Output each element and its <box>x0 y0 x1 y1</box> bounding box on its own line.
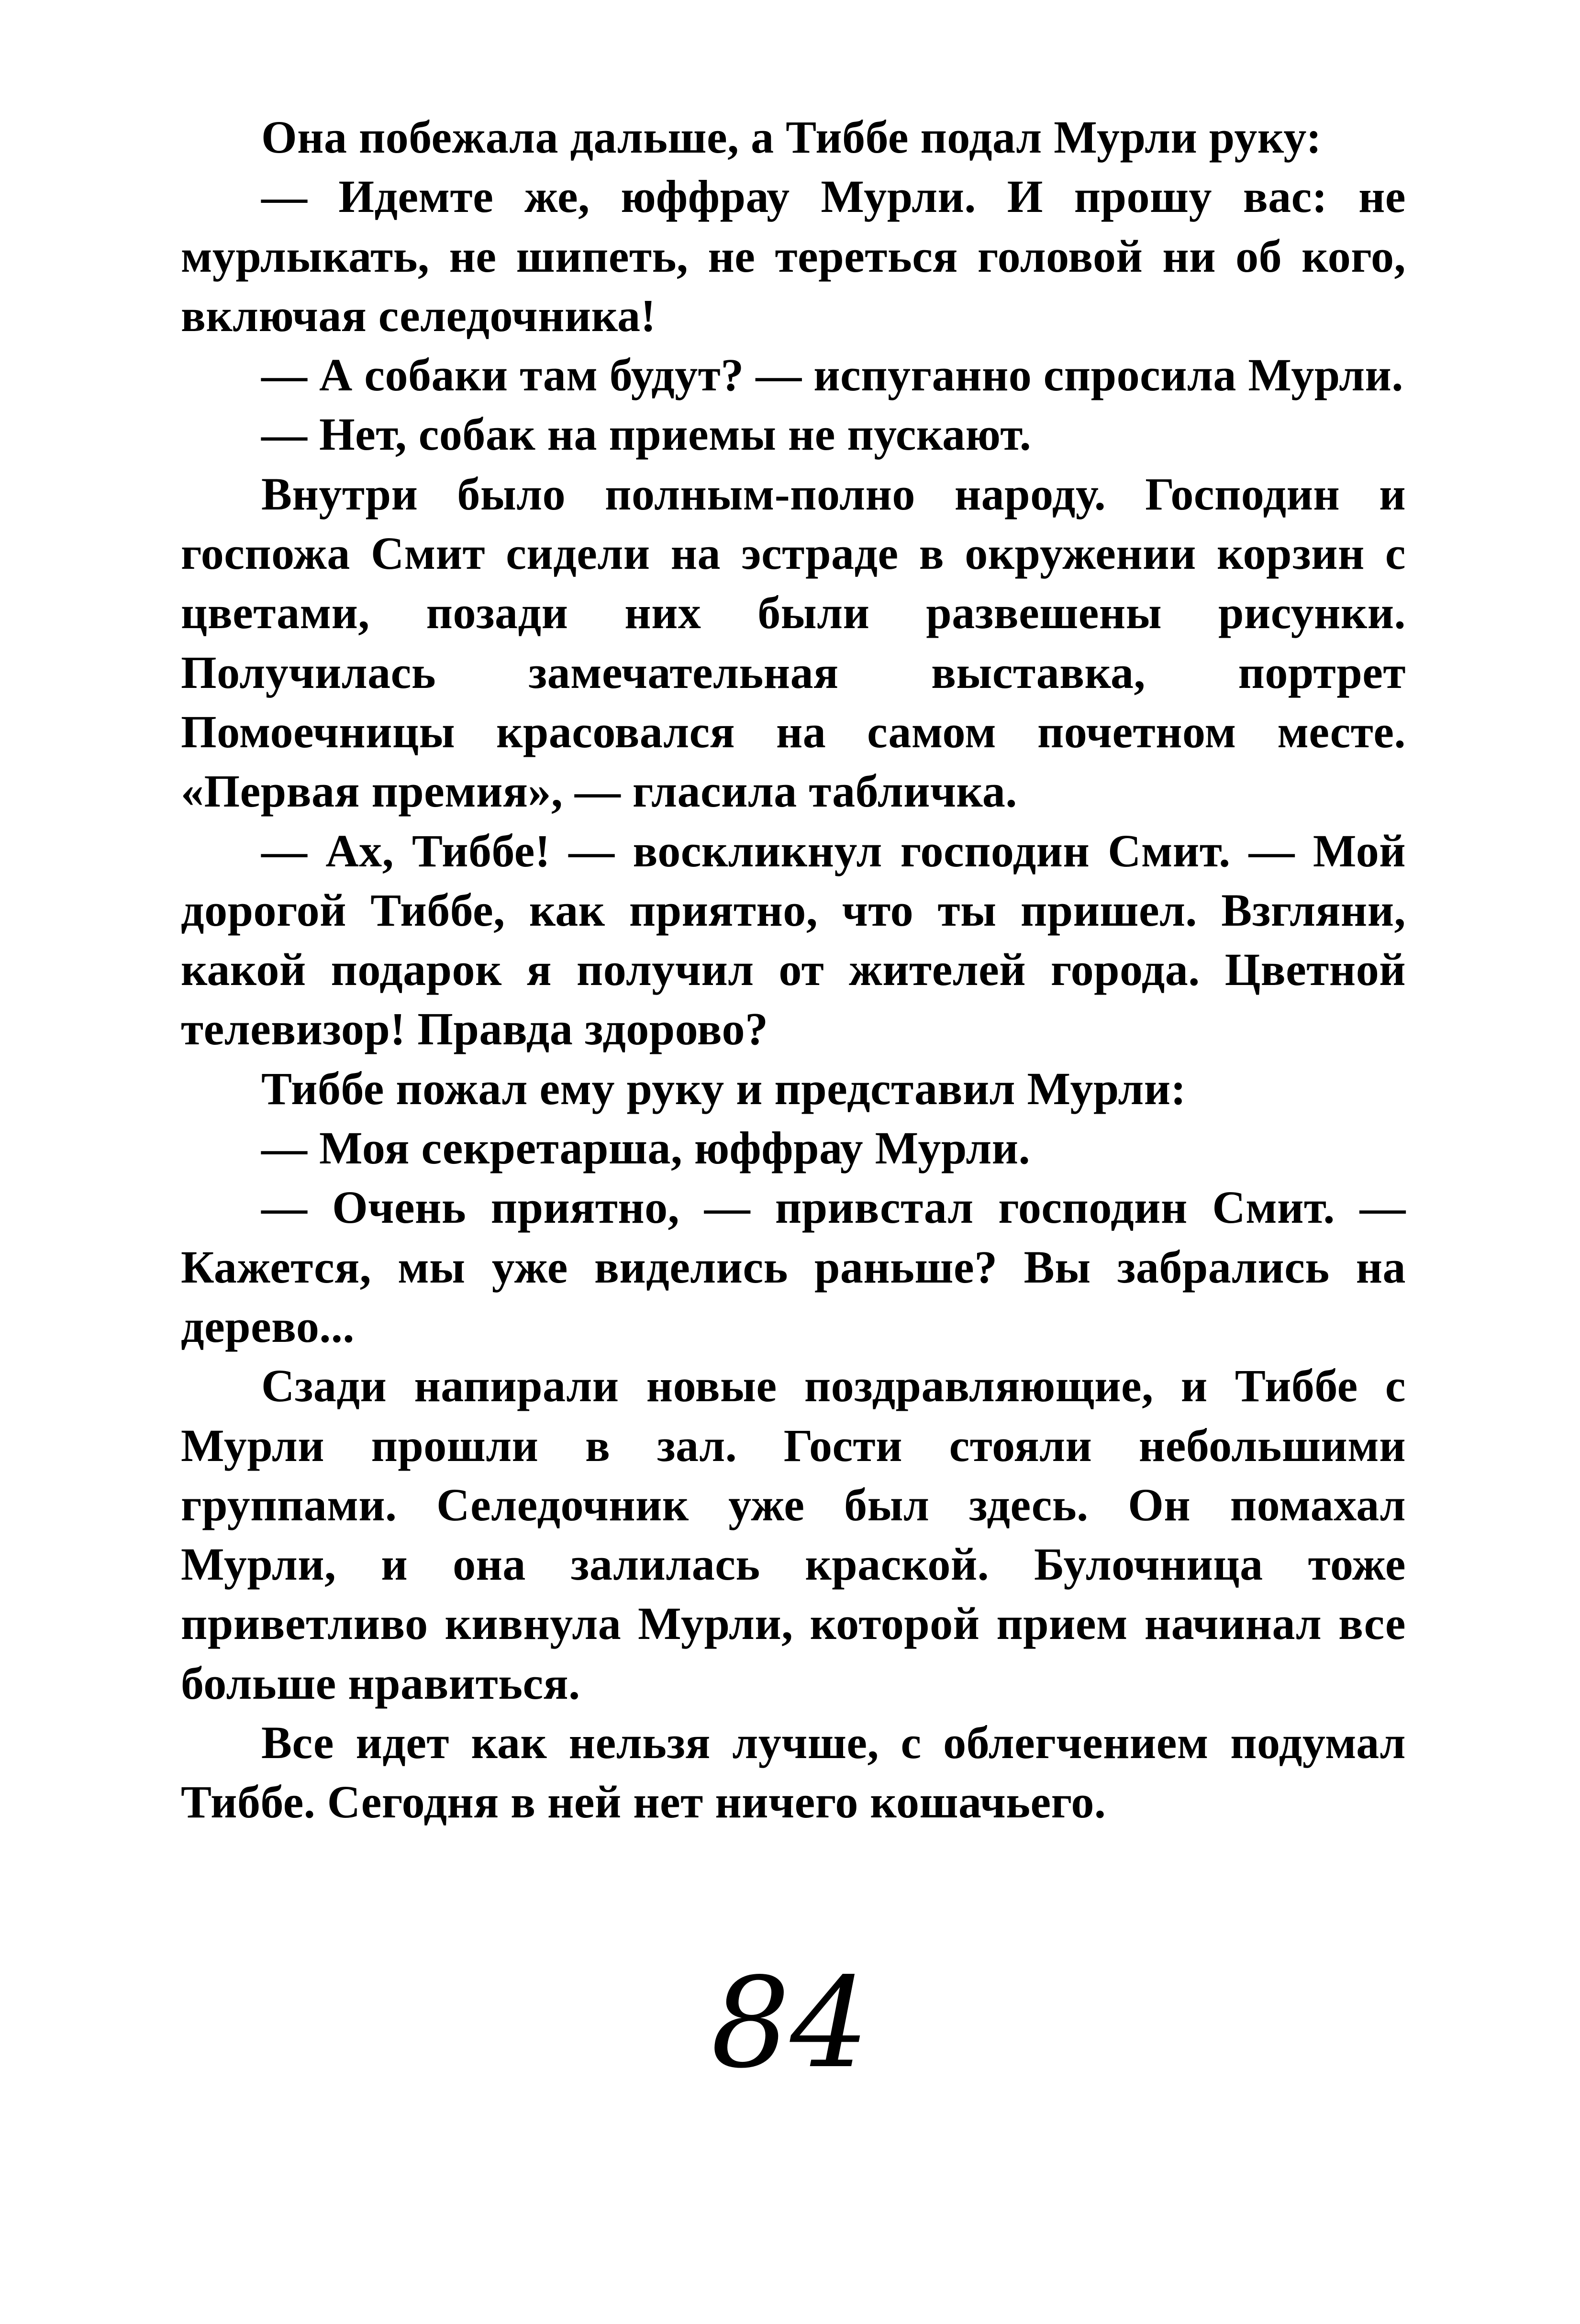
paragraph: — А собаки там будут? — испуганно спросила Мурли. <box>261 349 1403 401</box>
paragraph: Тиббе пожал ему руку и представил Мурли: <box>261 1062 1186 1114</box>
paragraph: Внутри было полным-полно народу. Господин и госпожа Смит сидели на эстраде в окружении корзин с цветами, позади них были развешены рисунки. Получилась замечательная выставка, портрет Помоечницы красовался на самом почетном месте. «Первая премия», — гласила табличка. <box>181 468 1406 817</box>
paragraph: — Ах, Тиббе! — воскликнул господин Смит. — Мой дорогой Тиббе, как приятно, что ты пришел. Взгляни, какой подарок я получил от жителей города. Цветной телевизор! Правда здорово? <box>181 825 1406 1055</box>
paragraph: Она побежала дальше, а Тиббе подал Мурли руку: <box>261 111 1322 163</box>
paragraph: — Моя секретарша, юффрау Мурли. <box>261 1122 1031 1174</box>
paragraph: Все идет как нельзя лучше, с облегчением подумал Тиббе. Сегодня в ней нет ничего кошачьего. <box>181 1717 1406 1828</box>
paragraph: — Нет, собак на приемы не пускают. <box>261 409 1032 460</box>
paragraph: — Идемте же, юффрау Мурли. И прошу вас: не мурлыкать, не шипеть, не тереться головой ни об кого, включая селедочника! <box>181 171 1406 341</box>
page-number: 84 <box>711 1951 869 2096</box>
paragraph: — Очень приятно, — привстал господин Смит. — Кажется, мы уже виделись раньше? Вы забрались на дерево... <box>181 1182 1406 1352</box>
page-body-text <box>181 108 1406 1832</box>
paragraph: Сзади напирали новые поздравляющие, и Тиббе с Мурли прошли в зал. Гости стояли небольшими группами. Селедочник уже был здесь. Он помахал Мурли, и она залилась краской. Булочница тоже приветливо кивнула Мурли, которой прием начинал все больше нравиться. <box>181 1360 1406 1709</box>
